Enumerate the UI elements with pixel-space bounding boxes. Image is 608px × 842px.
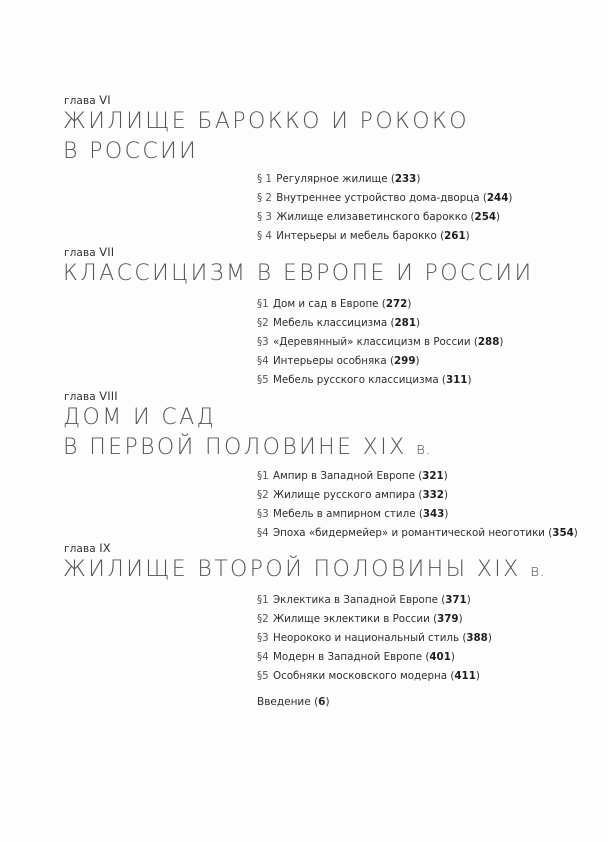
page-number: 354: [552, 527, 574, 539]
page-number: 233: [394, 173, 417, 185]
chapter-number: IX: [99, 541, 111, 555]
section-title: Мебель классицизма: [272, 317, 388, 329]
chapter-label: [64, 541, 111, 555]
toc-entry[interactable]: § 4 Интерьеры и мебель барокко (261): [257, 230, 470, 242]
section-number: §3: [257, 632, 269, 644]
page-number: 388: [466, 632, 488, 644]
section-number: §2: [257, 489, 269, 501]
toc-entry[interactable]: §3 «Деревянный» классицизм в России (288): [257, 336, 504, 348]
section-title: Ампир в Западной Европе: [272, 470, 415, 482]
page-number: 6: [318, 696, 326, 708]
page-number: 343: [422, 508, 445, 520]
section-title: Жилище елизаветинского барокко: [276, 211, 468, 223]
section-number: §2: [257, 613, 269, 625]
chapter-label: [64, 389, 118, 403]
section-title: Жилище эклектики в России: [272, 613, 430, 625]
page-number: 254: [474, 211, 497, 223]
page-number: 411: [454, 670, 476, 682]
page-number: 379: [437, 613, 459, 625]
section-title: Дом и сад в Европе: [272, 298, 379, 310]
toc-entry[interactable]: § 3 Жилище елизаветинского барокко (254): [257, 211, 501, 223]
section-title: Эклектика в Западной Европе: [272, 594, 438, 606]
section-title: Неорококо и национальный стиль: [272, 632, 460, 644]
page-number: 288: [477, 336, 500, 348]
intro-entry[interactable]: Введение (6): [257, 696, 330, 708]
section-number: § 3: [257, 211, 272, 223]
chapter-title-line: ДОМ И САД: [63, 405, 217, 430]
chapter-title: [63, 107, 469, 167]
toc-entry[interactable]: §5 Особняки московского модерна (411): [257, 670, 480, 682]
page-number: 299: [394, 355, 416, 367]
toc-entry[interactable]: §4 Модерн в Западной Европе (401): [257, 651, 455, 663]
page-number: 281: [394, 317, 416, 329]
chapter-word: глава: [64, 543, 96, 555]
section-title: Интерьеры и мебель барокко: [276, 230, 437, 242]
section-title: Регулярное жилище: [276, 173, 388, 185]
section-title: Мебель русского классицизма: [272, 374, 439, 386]
century-abbrev: в.: [416, 439, 431, 458]
chapter-label: [64, 93, 111, 107]
chapter-title-line: В ПЕРВОЙ ПОЛОВИНЕ XIX: [63, 435, 407, 460]
section-number: §4: [257, 651, 269, 663]
page-number: 371: [445, 594, 467, 606]
section-number: §5: [257, 374, 269, 386]
intro-title: Введение: [257, 696, 311, 708]
section-number: §2: [257, 317, 269, 329]
section-list: [257, 467, 578, 543]
toc-entry[interactable]: §2 Жилище русского ампира (332): [257, 489, 448, 501]
chapter-title: [63, 259, 533, 289]
section-number: §1: [257, 470, 269, 482]
toc-entry[interactable]: §2 Мебель классицизма (281): [257, 317, 421, 329]
section-title: Модерн в Западной Европе: [272, 651, 423, 663]
toc-entry[interactable]: §4 Эпоха «бидермейер» и романтической неоготики (354): [257, 527, 578, 539]
section-title: Особняки московского модерна: [272, 670, 448, 682]
section-list: [257, 591, 492, 686]
toc-entry[interactable]: § 1 Регулярное жилище (233): [257, 173, 421, 185]
toc-entry[interactable]: §1 Дом и сад в Европе (272): [257, 298, 412, 310]
section-title: Внутреннее устройство дома-дворца: [276, 192, 480, 204]
page-number: 311: [445, 374, 468, 386]
section-title: Жилище русского ампира: [272, 489, 416, 501]
section-title: «Деревянный» классицизм в России: [272, 336, 471, 348]
page-number: 244: [486, 192, 509, 204]
chapter-title-line: ЖИЛИЩЕ БАРОККО И РОКОКО: [63, 109, 469, 134]
section-number: § 1: [257, 173, 272, 185]
toc-entry[interactable]: §1 Ампир в Западной Европе (321): [257, 470, 448, 482]
chapter-label: [64, 245, 114, 259]
page-number: 321: [422, 470, 444, 482]
section-number: §5: [257, 670, 269, 682]
section-number: §1: [257, 594, 269, 606]
section-title: Мебель в ампирном стиле: [272, 508, 416, 520]
toc-entry[interactable]: §4 Интерьеры особняка (299): [257, 355, 420, 367]
section-list: [257, 295, 503, 390]
toc-entry[interactable]: §2 Жилище эклектики в России (379): [257, 613, 463, 625]
chapter-number: VII: [99, 245, 115, 259]
section-number: §1: [257, 298, 269, 310]
page-number: 261: [444, 230, 466, 242]
chapter-title: [63, 403, 431, 464]
section-list: [257, 170, 512, 246]
section-number: §4: [257, 527, 269, 539]
chapter-title-line: ЖИЛИЩЕ ВТОРОЙ ПОЛОВИНЫ XIX: [63, 557, 521, 582]
section-number: §3: [257, 336, 269, 348]
toc-entry[interactable]: §3 Мебель в ампирном стиле (343): [257, 508, 449, 520]
page-number: 332: [422, 489, 444, 501]
chapter-word: глава: [64, 95, 96, 107]
chapter-word: глава: [64, 391, 96, 403]
toc-entry[interactable]: §5 Мебель русского классицизма (311): [257, 374, 472, 386]
chapter-title: [63, 555, 545, 586]
section-number: § 4: [257, 230, 272, 242]
toc-entry[interactable]: §3 Неорококо и национальный стиль (388): [257, 632, 492, 644]
chapter-title-line: В РОССИИ: [63, 139, 199, 164]
chapter-number: VIII: [99, 389, 118, 403]
toc-entry[interactable]: §1 Эклектика в Западной Европе (371): [257, 594, 471, 606]
section-number: §3: [257, 508, 269, 520]
chapter-word: глава: [64, 247, 96, 259]
section-title: Эпоха «бидермейер» и романтической неоготики: [272, 527, 545, 539]
section-number: §4: [257, 355, 269, 367]
toc-entry[interactable]: § 2 Внутреннее устройство дома-дворца (244): [257, 192, 513, 204]
section-number: § 2: [257, 192, 272, 204]
century-abbrev: в.: [530, 561, 545, 580]
chapter-number: VI: [99, 93, 111, 107]
page-number: 272: [385, 298, 408, 310]
chapter-title-line: КЛАССИЦИЗМ В ЕВРОПЕ И РОССИИ: [63, 261, 534, 286]
section-title: Интерьеры особняка: [272, 355, 387, 367]
page-number: 401: [429, 651, 451, 663]
